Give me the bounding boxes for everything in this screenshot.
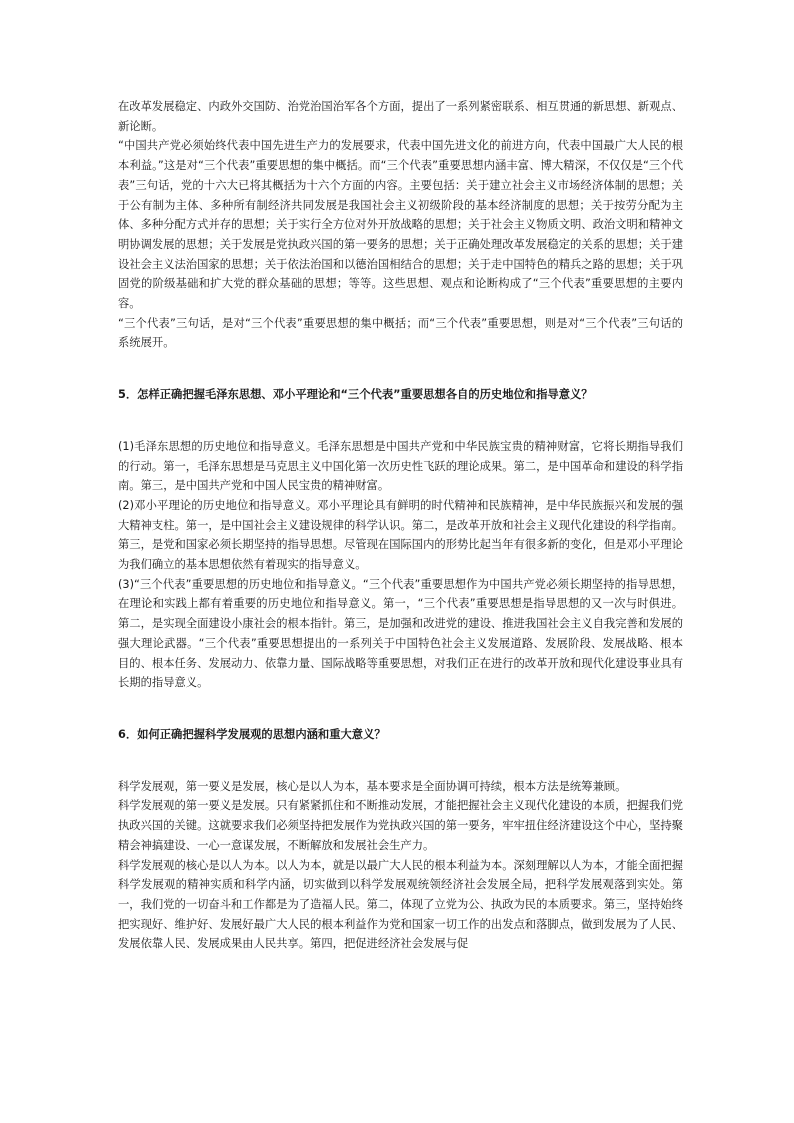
paragraph: (2)邓小平理论的历史地位和指导意义。邓小平理论具有鲜明的时代精神和民族精神，是中华民族振兴和发展的强大精神支柱。第一，是中国社会主义建设规律的科学认识。第二，是改革开放和社会主义现代化建设的科学指南。第三，是党和国家必须长期坚持的指导思想。尽管现在国际国内的形势比起当年有很多新的变化，但是邓小平理论为我们确立的基本思想依然有着现实的指导意义。 <box>118 498 683 572</box>
paragraph: “三个代表”三句话，是对“三个代表”重要思想的集中概括；而“三个代表”重要思想，则是对“三个代表”三句话的系统展开。 <box>118 316 683 350</box>
section-heading: 6．如何正确把握科学发展观的思想内涵和重大意义？ <box>118 727 386 741</box>
paragraph: 科学发展观的核心是以人为本。以人为本，就是以最广大人民的根本利益为本。深刻理解以人为本，才能全面把握科学发展观的精神实质和科学内涵，切实做到以科学发展观统领经济社会发展全局，把科学发展观落到实处。第一，我们党的一切奋斗和工作都是为了造福人民。第二，体现了立党为公、执政为民的本质要求。第三，坚持始终把实现好、维护好、发展好最广大人民的根本利益作为党和国家一切工作的出发点和落脚点，做到发展为了人民、发展依靠人民、发展成果由人民共享。第四，把促进经济社会发展与促 <box>118 858 683 951</box>
document-body <box>118 97 683 954</box>
section-heading: 5．怎样正确把握毛泽东思想、邓小平理论和“三个代表”重要思想各自的历史地位和指导意义？ <box>118 388 593 402</box>
paragraph: “中国共产党必须始终代表中国先进生产力的发展要求，代表中国先进文化的前进方向，代表中国最广大人民的根本利益。”这是对“三个代表”重要思想的集中概括。而“三个代表”重要思想内涵丰富、博大精深，不仅仅是“三个代表”三句话，党的十六大已将其概括为十六个方面的内容。主要包括：关于建立社会主义市场经济体制的思想；关于公有制为主体、多种所有制经济共同发展是我国社会主义初级阶段的基本经济制度的思想；关于按劳分配为主体、多种分配方式并存的思想；关于实行全方位对外开放战略的思想；关于社会主义物质文明、政治文明和精神文明协调发展的思想；关于发展是党执政兴国的第一要务的思想；关于正确处理改革发展稳定的关系的思想；关于建设社会主义法治国家的思想；关于依法治国和以德治国相结合的思想；关于走中国特色的精兵之路的思想；关于巩固党的阶级基础和扩大党的群众基础的思想；等等。这些思想、观点和论断构成了“三个代表”重要思想的主要内容。 <box>118 139 683 311</box>
paragraph: (3)“三个代表”重要思想的历史地位和指导意义。“三个代表”重要思想作为中国共产党必须长期坚持的指导思想，在理论和实践上都有着重要的历史地位和指导意义。第一，“三个代表”重要思想是指导思想的又一次与时俱进。第二，是实现全面建设小康社会的根本指针。第三，是加强和改进党的建设、推进我国社会主义自我完善和发展的强大理论武器。“三个代表”重要思想提出的一系列关于中国特色社会主义发展道路、发展阶段、发展战略、根本目的、根本任务、发展动力、依靠力量、国际战略等重要思想，对我们正在进行的改革开放和现代化建设事业具有长期的指导意义。 <box>118 577 683 690</box>
section-spacer <box>118 405 683 437</box>
paragraph: 在改革发展稳定、内政外交国防、治党治国治军各个方面，提出了一系列紧密联系、相互贯通的新思想、新观点、新论断。 <box>118 100 683 133</box>
section-spacer <box>118 745 683 777</box>
paragraph: 科学发展观的第一要义是发展。只有紧紧抓住和不断推动发展，才能把握社会主义现代化建设的本质，把握我们党执政兴国的关键。这就要求我们必须坚持把发展作为党执政兴国的第一要务，牢牢扭住经济建设这个中心，坚持聚精会神搞建设、一心一意谋发展，不断解放和发展社会生产力。 <box>118 799 683 852</box>
paragraph: 科学发展观，第一要义是发展，核心是以人为本，基本要求是全面协调可持续，根本方法是统筹兼顾。 <box>118 779 627 793</box>
paragraph: (1)毛泽东思想的历史地位和指导意义。毛泽东思想是中国共产党和中华民族宝贵的精神财富，它将长期指导我们的行动。第一，毛泽东思想是马克思主义中国化第一次历史性飞跃的理论成果。第二，是中国革命和建设的科学指南。第三，是中国共产党和中国人民宝贵的精神财富。 <box>118 439 683 493</box>
section-spacer <box>118 693 683 725</box>
section-spacer <box>118 353 683 385</box>
